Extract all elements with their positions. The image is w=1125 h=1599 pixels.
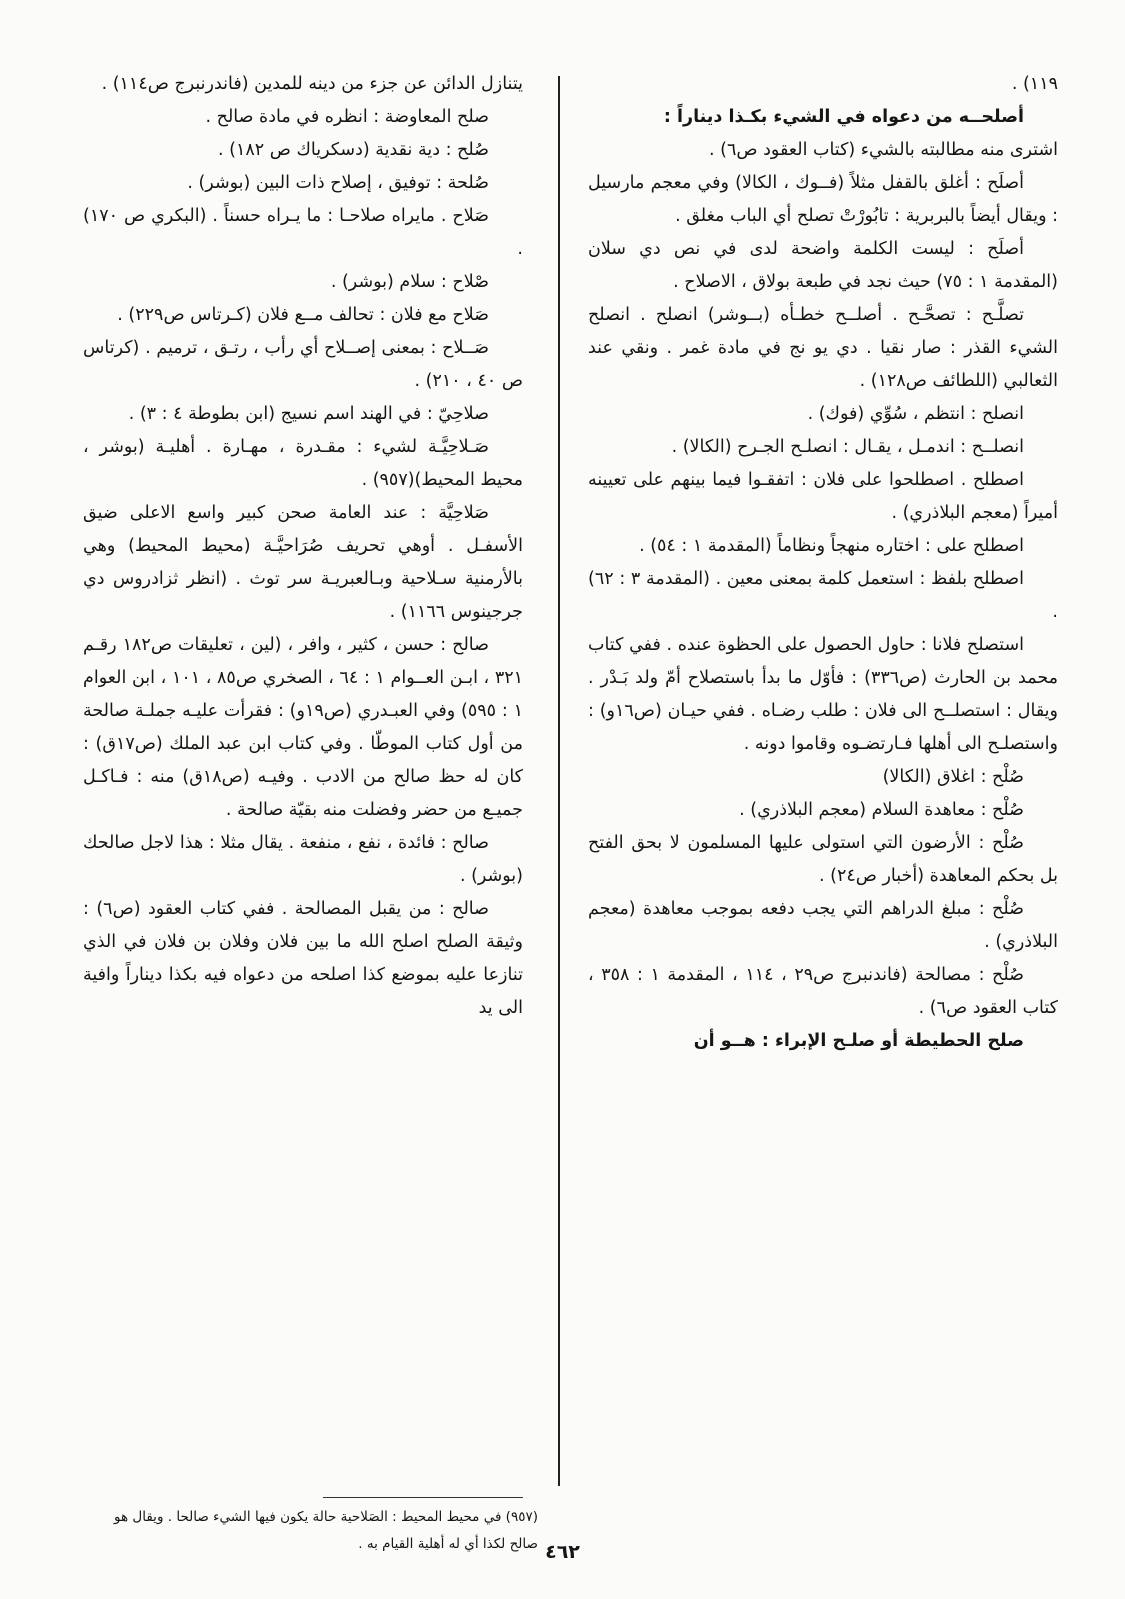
entry-paragraph: استصلح فلانا : حاول الحصول على الحظوة عنده . ففي كتاب محمد بن الحارث (ص٣٣٦) : فأوّل ما بدأ باستصلاح أمّ ولد بَـدْر . ويقال : استصلــح الى فلان : طلب رضـاه . ففي حيـان (ص١٦و) : واستصلـح الى أهلها فـارتضـوه وقاموا دونه . <box>588 635 1058 754</box>
entry-paragraph: صُلحة : توفيق ، إصلاح ذات البين (بوشر) . <box>187 173 489 193</box>
entry-paragraph: صَلاحِيَّة : عند العامة صحن كبير واسع الاعلى ضيق الأسفـل . أوهي تحريف صُرَاحيَّـة (محيط المحيط) وهي بالأرمنية سـلاحية وبـالعبريـة سر توث . (انظر ثزادروس دي جرجينوس ١١٦٦) . <box>83 503 523 622</box>
entry-paragraph: صلح المعاوضة : انظره في مادة صالح . <box>205 107 489 127</box>
footnote: (٩٥٧) في محيط المحيط : الصَلاحية حالة يكون فيها الشيء صالحا . ويقال هو صالح لكذا أي له أهلية القيام به . <box>114 1509 538 1552</box>
entry-paragraph: انصلح : انتظم ، سُوِّي (فوك) . <box>807 404 1024 424</box>
right-column <box>588 68 1058 1058</box>
entry-paragraph: اشترى منه مطالبته بالشيء (كتاب العقود ص٦) . <box>709 140 1058 160</box>
entry-paragraph: صَلاح مع فلان : تحالف مــع فلان (كـرتاس ص٢٢٩) . <box>117 305 489 325</box>
entry-paragraph: صالح : حسن ، كثير ، وافر ، (لين ، تعليقات ص١٨٢ رقـم ٣٢١ ، ابـن العــوام ١ : ٦٤ ، الصخري ص٨٥ ، ١٠١ ، ابن العوام ١ : ٥٩٥) وفي العبـدري (ص١٩و) : فقرأت عليـه جملـة صالحة من أول كتاب الموطّا . وفي كتاب ابن عبد الملك (ص١٧ق) : كان له حظ صالح من الادب . وفيـه (ص١٨ق) منه : فـاكـل جميـع من حضر وفضلت منه بقيّة صالحة . <box>83 635 524 820</box>
entry-paragraph: صلح الحطيطة أو صلـح الإبراء : هــو أن <box>693 1031 1024 1051</box>
entry-paragraph: يتنازل الدائن عن جزء من دينه للمدين (فاندرنبرج ص١١٤) . <box>101 74 523 94</box>
entry-paragraph: صَلاح . مايراه صلاحـا : ما يـراه حسناً . (البكري ص ١٧٠) . <box>83 206 523 259</box>
entry-paragraph: صُلح : دية نقدية (دسكرياك ص ١٨٢) . <box>218 140 489 160</box>
entry-paragraph: ١١٩) . <box>1011 74 1058 94</box>
entry-paragraph: صُلْح : معاهدة السلام (معجم البلاذري) . <box>739 800 1024 820</box>
column-divider <box>558 76 560 1486</box>
page-number: ٤٦٢ <box>545 1541 580 1563</box>
entry-paragraph: صْلاح : سلام (بوشر) . <box>330 272 489 292</box>
entry-paragraph: أصلَح : أغلق بالقفل مثلاً (فــوك ، الكالا) وفي معجم مارسيل : ويقال أيضاً بالبربرية : تابُورْتْ تصلح أي الباب مغلق . <box>588 173 1058 226</box>
entry-paragraph: انصلــح : اندمـل ، يقـال : انصلـح الجـرح (الكالا) . <box>671 437 1024 457</box>
entry-paragraph: صالح : من يقبل المصالحة . ففي كتاب العقود (ص٦) : وثيقة الصلح اصلح الله ما بين فلان وفلان بن فلان في الذي تنازعا عليه بموضع كذا اصلحه من دعواه فيه بكذا ديناراً وافية الى يد <box>83 899 523 1018</box>
entry-paragraph: اصطلح على : اختاره منهجاً ونظاماً (المقدمة ١ : ٥٤) . <box>639 536 1024 556</box>
entry-paragraph: صلاحِيّ : في الهند اسم نسيج (ابن بطوطة ٤ : ٣) . <box>128 404 489 424</box>
entry-paragraph: صُلْح : الأرضون التي استولى عليها المسلمون لا بحق الفتح بل بحكم المعاهدة (أخبار ص٢٤) . <box>588 833 1058 886</box>
entry-paragraph: صَـلاحِيَّـة لشيء : مقـدرة ، مهـارة . أهليـة (بوشر ، محيط المحيط)(٩٥٧) . <box>83 437 523 490</box>
entry-paragraph: صَــلاح : بمعنى إصــلاح أي رأب ، رتـق ، ترميم . (كرتاس ص ٤٠ ، ٢١٠) . <box>83 338 523 391</box>
entry-paragraph: اصطلح بلفظ : استعمل كلمة بمعنى معين . (المقدمة ٣ : ٦٢) . <box>588 569 1058 622</box>
entry-paragraph: صُلْح : اغلاق (الكالا) <box>882 767 1024 787</box>
entry-paragraph: اصطلح . اصطلحوا على فلان : اتفقـوا فيما بينهم على تعيينه أميراً (معجم البلاذري) . <box>588 470 1058 523</box>
entry-paragraph: صُلْح : مصالحة (فاندنبرج ص٢٩ ، ١١٤ ، المقدمة ١ : ٣٥٨ ، كتاب العقود ص٦) . <box>588 965 1058 1018</box>
entry-paragraph: صالح : فائدة ، نفع ، منفعة . يقال مثلا : هذا لاجل صالحك (بوشر) . <box>83 833 523 886</box>
entry-paragraph: تصلَّـح : تصحَّـح . أصلــح خطـأه (بــوشر) انصلح . انصلح الشيء القذر : صار نقيا . دي يو نج في مادة غمر . ونقي عند الثعالبي (اللطائف ص١٢٨) . <box>588 305 1058 391</box>
footnote-divider <box>323 1497 523 1498</box>
entry-paragraph: صُلْح : مبلغ الدراهم التي يجب دفعه بموجب معاهدة (معجم البلاذري) . <box>588 899 1058 952</box>
entry-paragraph: أصلَح : ليست الكلمة واضحة لدى في نص دي سلان (المقدمة ١ : ٧٥) حيث نجد في طبعة بولاق ، الاصلاح . <box>588 239 1058 292</box>
entry-paragraph: أصلحــه من دعواه في الشيء بكـذا ديناراً : <box>663 107 1024 127</box>
left-column <box>83 68 523 1025</box>
